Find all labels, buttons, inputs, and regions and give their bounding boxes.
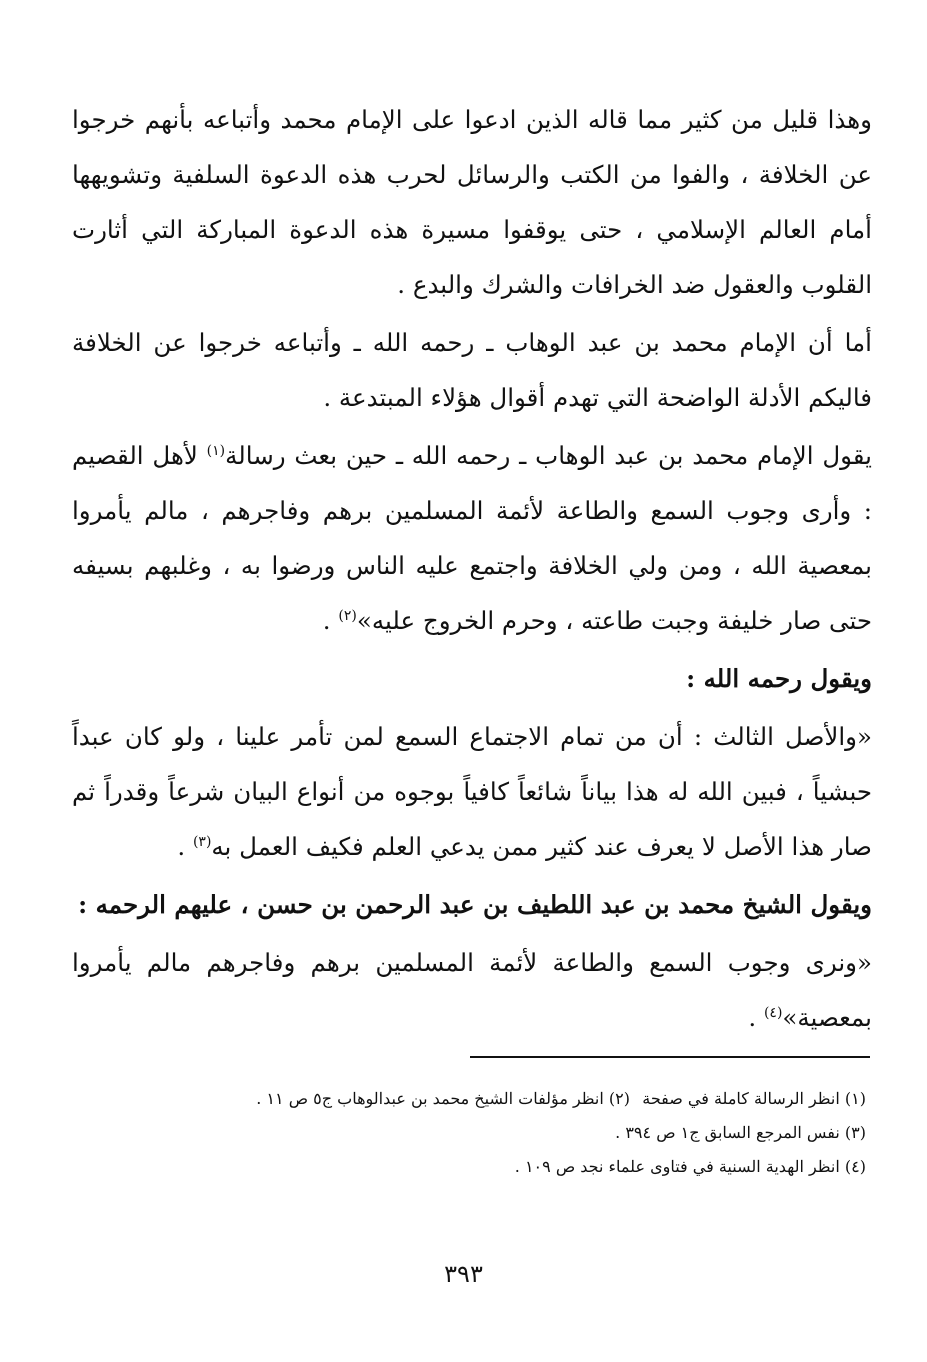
paragraph-3-text-end: . <box>322 606 339 635</box>
heading-2 <box>72 877 872 932</box>
footnote-ref-1: (١) <box>206 442 226 459</box>
footnote-row-3 <box>72 1150 866 1184</box>
paragraph-4-text: «والأصل الثالث : أن من تمام الاجتماع السمع لمن تأمر علينا ، ولو كان عبداً حبشياً ، فبين الله له هذا بياناً شائعاً كافياً بوجوه من أنواع البيان شرعاً وقدراً ثم صار هذا الأصل لا يعرف عند كثير ممن يدعي العلم فكيف العمل به <box>72 722 872 861</box>
paragraph-1 <box>72 92 872 312</box>
paragraph-1-text: وهذا قليل من كثير مما قاله الذين ادعوا على الإمام محمد وأتباعه بأنهم خرجوا عن الخلافة ، والفوا من الكتب والرسائل لحرب هذه الدعوة السلفية وتشويهها أمام العالم الإسلامي ، حتى يوقفوا مسيرة هذه الدعوة المباركة التي أثارت القلوب والعقول ضد الخرافات والشرك والبدع . <box>72 105 872 299</box>
footnote-ref-2: (٢) <box>338 607 357 624</box>
paragraph-2 <box>72 315 872 425</box>
paragraph-5-text: «ونرى وجوب السمع والطاعة لأئمة المسلمين برهم وفاجرهم مالم يأمروا بمعصية» <box>72 948 872 1032</box>
footnote-3: (٣) نفس المرجع السابق ج١ ص ٣٩٤ . <box>615 1123 866 1142</box>
paragraph-2-text: أما أن الإمام محمد بن عبد الوهاب ـ رحمه الله ـ وأتباعه خرجوا عن الخلافة فاليكم الأدلة الواضحة التي تهدم أقوال هؤلاء المبتدعة . <box>72 328 872 412</box>
footnote-row-1 <box>72 1082 866 1116</box>
footnote-ref-3: (٣) <box>192 833 212 850</box>
footnote-divider <box>470 1056 870 1058</box>
footnote-ref-4: (٤) <box>763 1004 783 1021</box>
heading-1-text: ويقول رحمه الله : <box>686 664 872 693</box>
footnote-2: (٢) انظر مؤلفات الشيخ محمد بن عبدالوهاب ج٥ ص ١١ . <box>256 1089 630 1108</box>
footnote-1: (١) انظر الرسالة كاملة في صفحة <box>642 1089 866 1108</box>
paragraph-4-text-end: . <box>177 832 193 861</box>
paragraph-3-text-a: يقول الإمام محمد بن عبد الوهاب ـ رحمه الله ـ حين بعث رسالة <box>225 441 872 470</box>
footnote-row-2 <box>72 1116 866 1150</box>
footnotes <box>72 1082 866 1184</box>
heading-2-text: ويقول الشيخ محمد بن عبد اللطيف بن عبد الرحمن بن حسن ، عليهم الرحمه : <box>78 890 872 919</box>
page-number: ٣٩٣ <box>444 1260 483 1288</box>
footnote-4: (٤) انظر الهدية السنية في فتاوى علماء نجد ص ١٠٩ . <box>514 1157 866 1176</box>
paragraph-5 <box>72 935 872 1045</box>
paragraph-5-text-end: . <box>748 1003 764 1032</box>
paragraph-3-text-b: لأهل القصيم : وأرى وجوب السمع والطاعة لأئمة المسلمين برهم وفاجرهم ، مالم يأمروا بمعصية الله ، ومن ولي الخلافة واجتمع عليه الناس ورضوا به ، وغلبهم بسيفه حتى صار خليفة وجبت طاعته ، وحرم الخروج عليه» <box>72 441 872 635</box>
heading-1 <box>72 651 872 706</box>
paragraph-3 <box>72 428 872 648</box>
body-text <box>72 92 872 1048</box>
paragraph-4 <box>72 709 872 874</box>
